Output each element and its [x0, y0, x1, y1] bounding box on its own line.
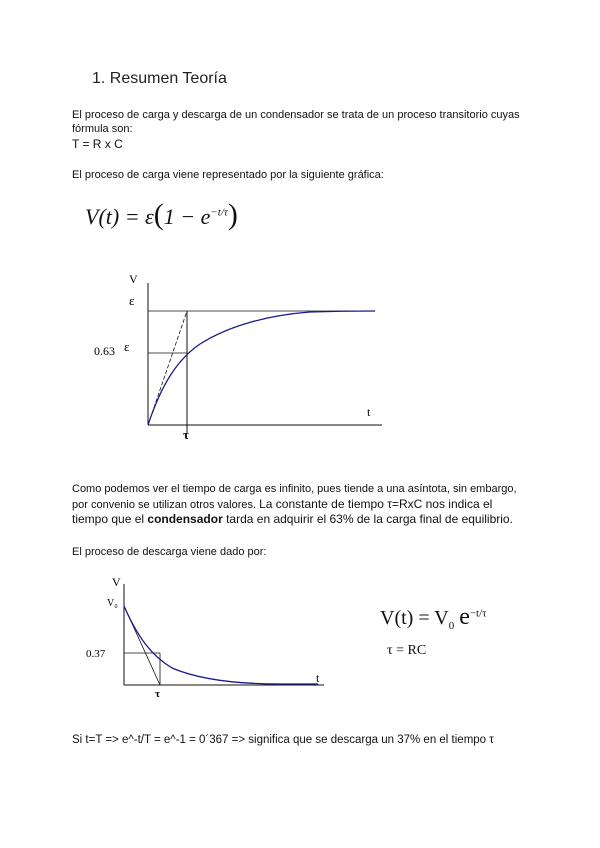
para2-line-3-b: tarda en adquirir el 63% de la carga final de equilibrio. — [226, 512, 513, 526]
discharge-formula-lhs: V(t) = V — [380, 607, 449, 629]
para2-line-3 — [72, 512, 513, 526]
charge-epsilon-label: ε — [129, 293, 135, 308]
para2-line-1: Como podemos ver el tiempo de carga es infinito, pues tiende a una asíntota, sin embargo, — [72, 483, 517, 495]
discharge-curve — [124, 606, 318, 684]
charge-tau-label: τ — [183, 427, 189, 442]
charge-chart — [80, 265, 400, 445]
tau-rc-formula: τ = RC — [387, 643, 427, 658]
charge-v-axis-label: V — [129, 272, 138, 286]
discharge-chart — [80, 572, 340, 702]
discharge-v0-label: V₀ — [107, 598, 118, 609]
para2-line-2-a: por convenio se utilizan otros valores. — [72, 499, 257, 511]
charge-formula-exponent: −t/τ — [210, 206, 228, 219]
charge-063-label: 0.63 — [94, 344, 115, 358]
para2-line-3-a: tiempo que el — [72, 512, 145, 526]
discharge-037-label: 0.37 — [86, 648, 106, 660]
discharge-formula-sub0: 0 — [448, 620, 455, 632]
discharge-formula-exponent: −t/τ — [469, 607, 487, 620]
charge-formula-paren-close: ) — [227, 198, 238, 231]
final-line: Si t=T => e^-t/T = e^-1 = 0´367 => significa que se descarga un 37% en el tiempo τ — [72, 734, 494, 746]
discharge-tau-label: τ — [155, 688, 161, 700]
charge-curve — [148, 311, 375, 425]
discharge-formula — [380, 604, 487, 632]
intro-line-2: fórmula son: — [72, 123, 133, 135]
charge-t-axis-label: t — [367, 405, 371, 419]
discharge-t-axis-label: t — [316, 671, 320, 685]
discharge-formula-e: e — [459, 604, 470, 630]
charge-formula-one-minus-e: 1 − e — [163, 204, 211, 229]
charge-formula-lhs: V(t) = ε — [85, 204, 154, 229]
tau-formula: T = R x C — [72, 137, 123, 151]
charge-formula-paren-open: ( — [153, 198, 164, 231]
para2-line-2-b: La constante de tiempo τ=RxC nos indica el — [259, 497, 493, 511]
charge-intro: El proceso de carga viene representado por la siguiente gráfica: — [72, 169, 384, 181]
discharge-v-axis-label: V — [112, 575, 121, 589]
charge-formula — [85, 198, 238, 232]
discharge-intro: El proceso de descarga viene dado por: — [72, 546, 267, 558]
para2-line-2 — [72, 497, 492, 512]
charge-epsilon2-label: ε — [124, 339, 130, 354]
para2-line-3-bold: condensador — [147, 512, 223, 526]
section-heading: 1. Resumen Teoría — [92, 70, 227, 87]
intro-line-1: El proceso de carga y descarga de un condensador se trata de un proceso transitorio cuyas — [72, 109, 520, 121]
